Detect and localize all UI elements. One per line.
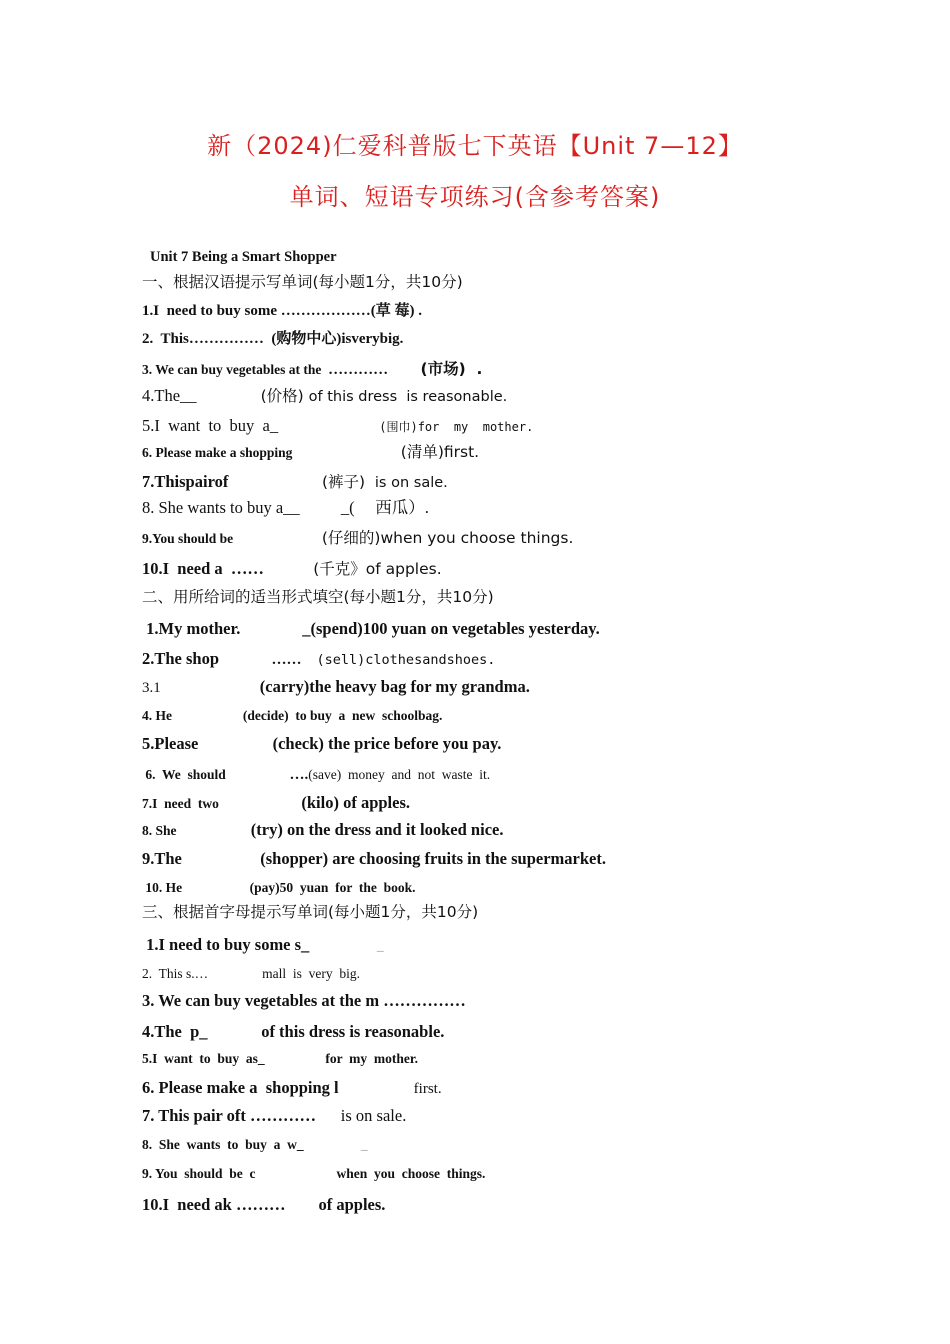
exercise-item bbox=[142, 1024, 444, 1041]
exercise-item bbox=[142, 531, 573, 547]
item-text: 5.Please bbox=[142, 734, 199, 753]
item-text: (kilo) of apples. bbox=[218, 793, 411, 812]
item-text: 8. She wants to buy a w_ bbox=[142, 1137, 304, 1152]
exercise-item bbox=[142, 474, 448, 491]
item-text: 3.1 bbox=[142, 680, 161, 696]
item-text: ………… bbox=[328, 362, 389, 378]
item-text: 6. We should bbox=[142, 767, 226, 782]
item-text: 7.I need two bbox=[142, 796, 219, 811]
exercise-item bbox=[142, 561, 442, 578]
item-text: 7. This pair oft ………… bbox=[142, 1106, 317, 1125]
exercise-item bbox=[142, 418, 533, 435]
item-text: for my mother. bbox=[264, 1051, 419, 1066]
item-text: 8. She bbox=[142, 823, 177, 838]
item-text: is on sale. bbox=[374, 475, 448, 491]
exercise-item: 8. She wants to buy a__ _( 西瓜）. bbox=[142, 498, 429, 517]
item-text: (check) the price before you pay. bbox=[198, 734, 502, 753]
item-text: 2. This s.… bbox=[142, 966, 209, 981]
item-text: (价格) bbox=[196, 387, 309, 405]
exercise-item bbox=[142, 1080, 442, 1097]
item-text: (清单)first. bbox=[292, 443, 480, 461]
exercise-item bbox=[142, 362, 482, 378]
item-text: 10. He bbox=[142, 880, 183, 895]
exercise-item: 1.My mother. _(spend)100 yuan on vegetables yesterday. bbox=[142, 619, 600, 638]
exercise-item bbox=[142, 967, 360, 981]
item-text: 7.Thispairof bbox=[142, 472, 229, 491]
item-text: (decide) to buy a new schoolbag. bbox=[172, 708, 443, 723]
item-text: 5.I want to buy as_ bbox=[142, 1051, 265, 1066]
exercise-item bbox=[142, 736, 501, 753]
item-text: of this dress is reasonable. bbox=[207, 1022, 445, 1041]
item-text: 9. You should be c bbox=[142, 1166, 256, 1181]
exercise-item bbox=[142, 851, 606, 868]
item-text: mall is very big. bbox=[208, 966, 361, 981]
section-1-heading: 一、根据汉语提示写单词(每小题1分，共10分) bbox=[142, 273, 463, 291]
item-text: 4.The__ bbox=[142, 386, 197, 405]
item-text: 9.The bbox=[142, 849, 182, 868]
exercise-item bbox=[142, 937, 384, 954]
item-text: first. bbox=[338, 1081, 442, 1097]
exercise-item bbox=[142, 445, 479, 461]
exercise-item bbox=[142, 1167, 485, 1181]
exercise-item bbox=[142, 1138, 368, 1152]
item-text: (carry)the heavy bag for my grandma. bbox=[160, 677, 530, 696]
exercise-item bbox=[142, 822, 503, 839]
item-text: of apples. bbox=[285, 1195, 386, 1214]
item-text: (千克》of apples. bbox=[263, 560, 442, 578]
document-title-line-2: 单词、短语专项练习(含参考答案) bbox=[289, 183, 661, 211]
document-title-line-1: 新（2024)仁爱科普版七下英语【Unit 7—12】 bbox=[207, 132, 743, 160]
item-text: (市场) . bbox=[388, 360, 483, 378]
exercise-item: 1.I need to buy some ………………(草 莓) . bbox=[142, 303, 422, 319]
exercise-item bbox=[142, 1197, 385, 1214]
item-text: (save) money and not waste it. bbox=[308, 767, 491, 782]
exercise-item bbox=[142, 881, 416, 895]
item-text: 10.I need ak ……… bbox=[142, 1195, 286, 1214]
item-text: 3. We can buy vegetables at the bbox=[142, 362, 329, 377]
exercise-item bbox=[142, 679, 530, 696]
item-text: of this dress is reasonable. bbox=[308, 389, 508, 405]
exercise-item bbox=[142, 767, 490, 783]
item-text: (shopper) are choosing fruits in the supermarket. bbox=[181, 849, 606, 868]
item-text: 5.I want to buy a_ bbox=[142, 416, 279, 435]
item-text: 4. He bbox=[142, 708, 172, 723]
exercise-item: 2. This…………… (购物中心)isverybig. bbox=[142, 331, 404, 347]
item-text: 6. Please make a shopping bbox=[142, 445, 293, 460]
item-text: (围巾)for my mother. bbox=[278, 420, 534, 434]
exercise-item bbox=[142, 1052, 418, 1066]
item-text: 1.I need to buy some s_ bbox=[142, 935, 310, 954]
item-text: _ bbox=[303, 1137, 368, 1152]
item-text: 10.I need a …… bbox=[142, 559, 264, 578]
item-text: 6. Please make a shopping l bbox=[142, 1078, 339, 1097]
item-text: …… bbox=[219, 652, 317, 668]
section-3-heading: 三、根据首字母提示写单词(每小题1分，共10分) bbox=[142, 903, 479, 921]
item-text: 9.You should be bbox=[142, 531, 234, 546]
item-text: 2.The shop bbox=[142, 649, 220, 668]
unit-heading: Unit 7 Being a Smart Shopper bbox=[150, 249, 337, 265]
item-text: (pay)50 yuan for the book. bbox=[182, 880, 416, 895]
exercise-item bbox=[142, 795, 410, 812]
exercise-item: 3. We can buy vegetables at the m …………… bbox=[142, 991, 466, 1010]
exercise-item bbox=[142, 651, 495, 668]
item-text: _ bbox=[309, 938, 384, 953]
exercise-item bbox=[142, 1108, 406, 1125]
section-2-heading: 二、用所给词的适当形式填空(每小题1分，共10分) bbox=[142, 588, 494, 606]
item-text: (仔细的)when you choose things. bbox=[233, 529, 574, 547]
item-text: when you choose things. bbox=[255, 1166, 486, 1181]
item-text: (sell)clothesandshoes. bbox=[316, 652, 496, 668]
exercise-item bbox=[142, 388, 507, 405]
item-text: …. bbox=[225, 767, 309, 783]
item-text: 4.The p_ bbox=[142, 1022, 208, 1041]
item-text: (裤子) bbox=[228, 473, 375, 491]
item-text: (try) on the dress and it looked nice. bbox=[176, 820, 504, 839]
item-text: is on sale. bbox=[316, 1106, 407, 1125]
exercise-item bbox=[142, 709, 442, 723]
